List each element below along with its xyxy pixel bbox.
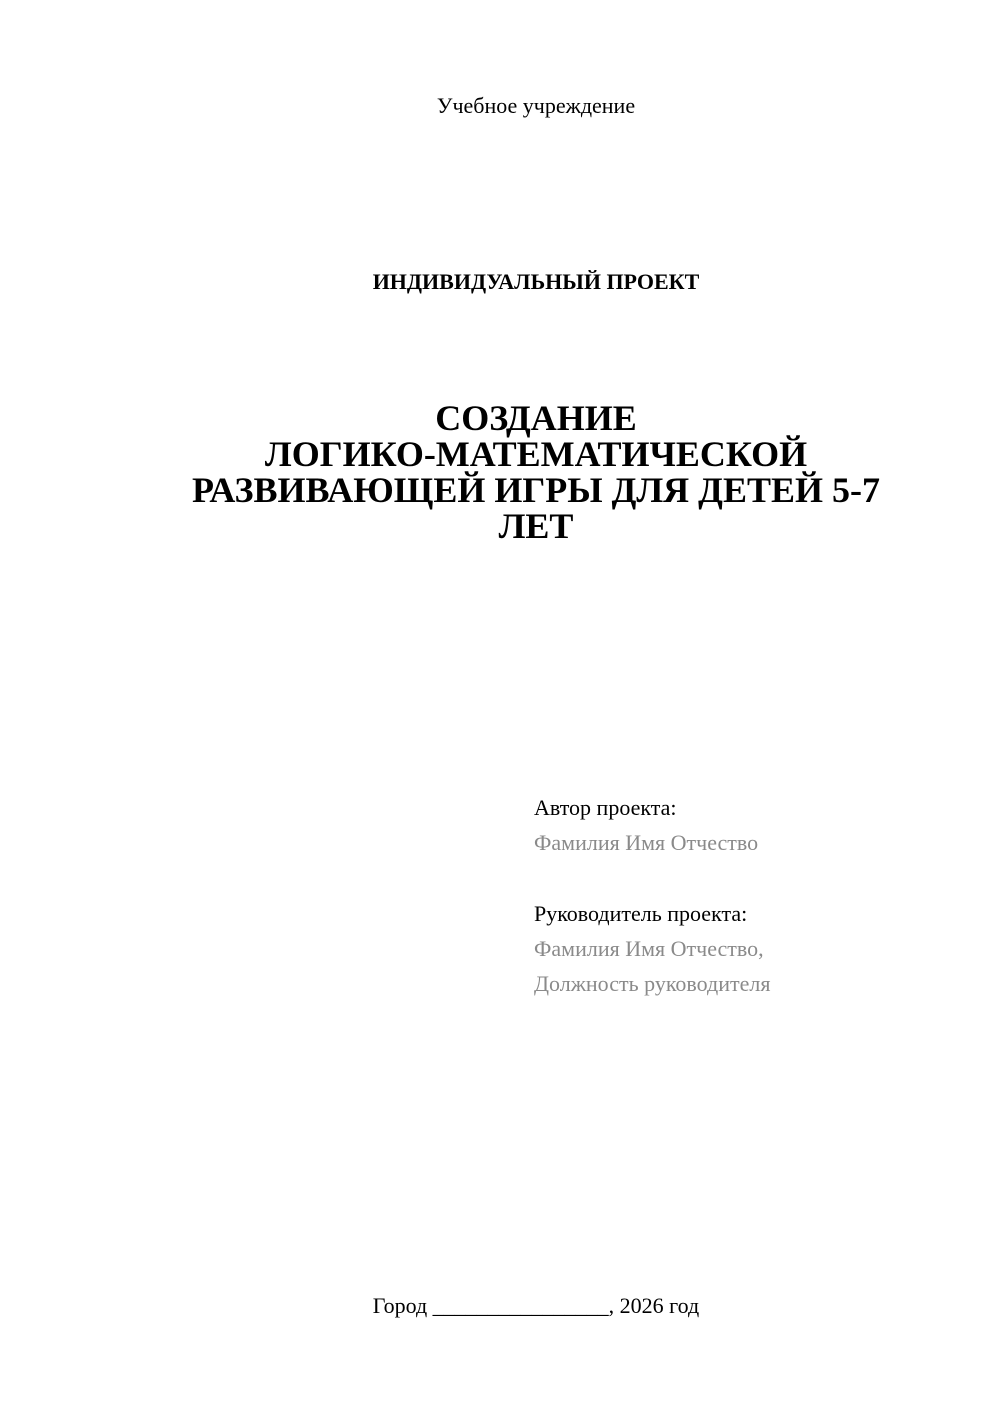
- authors-block: [534, 790, 974, 1001]
- supervisor-position-placeholder: Должность руководителя: [534, 971, 771, 996]
- city-year-footer: Город ________________, 2026 год: [372, 1293, 700, 1318]
- institution-name: Учебное учреждение: [436, 93, 636, 118]
- title-line: ЛОГИКО-МАТЕМАТИЧЕСКОЙ: [264, 434, 808, 474]
- project-title: [150, 400, 922, 544]
- title-line: СОЗДАНИЕ: [435, 398, 637, 438]
- authors-spacer: [534, 860, 974, 896]
- author-label: Автор проекта:: [534, 795, 677, 820]
- supervisor-label: Руководитель проекта:: [534, 901, 748, 926]
- supervisor-name-placeholder: Фамилия Имя Отчество,: [534, 936, 764, 961]
- project-type-heading: ИНДИВИДУАЛЬНЫЙ ПРОЕКТ: [372, 269, 700, 294]
- title-line: ЛЕТ: [498, 506, 574, 546]
- title-line: РАЗВИВАЮЩЕЙ ИГРЫ ДЛЯ ДЕТЕЙ 5-7: [192, 470, 880, 510]
- author-name-placeholder: Фамилия Имя Отчество: [534, 830, 759, 855]
